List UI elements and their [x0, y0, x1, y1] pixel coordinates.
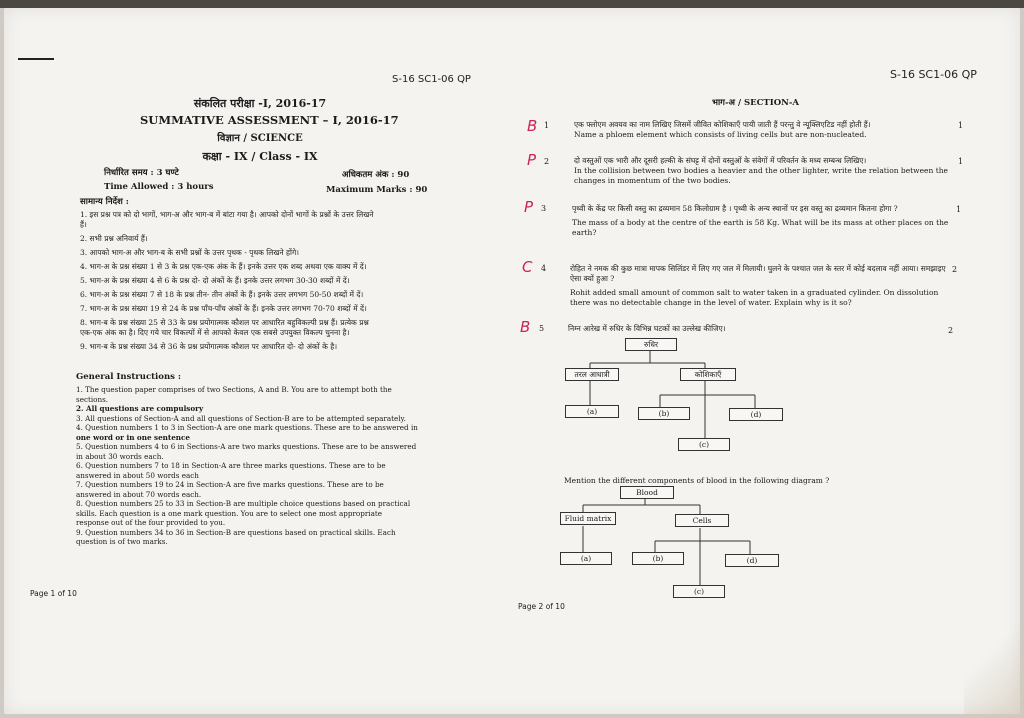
question-3	[572, 204, 950, 238]
hindi-instruction-line: 3. आपको भाग-अ और भाग-ब के सभी प्रश्नों के उत्तर पृथक - पृथक लिखने होंगे।	[80, 248, 300, 257]
paper-stain	[964, 608, 1024, 718]
general-instructions-hindi-heading: सामान्य निर्देश :	[80, 197, 129, 207]
tree-blank-b: (b)	[638, 407, 690, 420]
question-text-english: In the collision between two bodies a heavier and the other lighter, write the relation between the changes in momentum of the two bodies.	[574, 166, 948, 185]
english-instruction-line: question is of two marks.	[76, 537, 168, 546]
question-text-english: The mass of a body at the centre of the earth is 58 Kg. What will be its mass at other places on the earth?	[572, 218, 949, 237]
general-instructions-heading: General Instructions :	[76, 372, 182, 382]
english-instruction-line: skills. Each question is a one mark question. You are to select one most appropriate	[76, 508, 382, 518]
tree-root-hindi: रुधिर	[625, 338, 677, 351]
tree-blank-a: (a)	[565, 405, 619, 418]
question-marks: 2	[948, 326, 954, 335]
question-marks: 1	[958, 121, 964, 130]
english-instruction-line: 5. Question numbers 4 to 6 in Sections-A are two marks questions. These are to be answered	[76, 442, 417, 451]
english-instruction-line: 9. Question numbers 34 to 36 in Section-B are questions based on practical skills. Each	[76, 527, 396, 537]
title-english: SUMMATIVE ASSESSMENT – I, 2016-17	[140, 113, 399, 127]
hindi-instruction-line: हैं।	[80, 220, 87, 229]
tree-right-hindi: कोशिकाएँ	[680, 368, 736, 381]
question-2	[574, 156, 954, 186]
right-page-code: S-16 SC1-06 QP	[890, 68, 977, 81]
english-instruction-line: 6. Question numbers 7 to 18 in Section-A are three marks questions. These are to be	[76, 461, 386, 470]
subject: विज्ञान / SCIENCE	[217, 133, 303, 144]
hindi-instruction-line: 6. भाग-अ के प्रश्न संख्या 7 से 18 के प्रश्न तीन- तीन अंकों के हैं। इनके उत्तर लगभग 50-50 शब्दों में दें।	[80, 290, 364, 299]
class-label: कक्षा - IX / Class - IX	[202, 150, 318, 163]
question-text-hindi: दो वस्तुओं एक भारी और दूसरी हल्की के संघट्ट में दोनों वस्तुओं के संवेगों में परिवर्तन के मध्य सम्बन्ध लिखिए।	[574, 156, 867, 165]
time-allowed-english: Time Allowed : 3 hours	[104, 182, 214, 192]
question-text-english: Name a phloem element which consists of living cells but are non-nucleated.	[574, 130, 867, 139]
question-marks: 1	[958, 157, 964, 166]
english-instruction-line: response out of the four provided to you.	[76, 518, 226, 527]
time-allowed-hindi: निर्धारित समय : 3 घण्टे	[104, 168, 179, 178]
right-page-footer: Page 2 of 10	[518, 602, 565, 611]
english-instruction-line: 1. The question paper comprises of two Sections, A and B. You are to attempt both the	[76, 385, 392, 394]
question-number: 1	[544, 121, 550, 130]
question-1	[574, 120, 944, 140]
tree-blank-d: (d)	[725, 554, 779, 567]
tree-blank-c: (c)	[678, 438, 730, 451]
tree-left-hindi: तरल आधात्री	[565, 368, 619, 381]
english-instruction-line: 7. Question numbers 19 to 24 in Section-A are five marks questions. These are to be	[76, 480, 384, 489]
english-instruction-line: 3. All questions of Section-A and all questions of Section-B are to be attempted separately.	[76, 413, 406, 423]
section-heading: भाग-अ / SECTION-A	[712, 98, 799, 108]
handwritten-mark: B	[520, 318, 531, 336]
question-text-hindi: रोहित ने नमक की कुछ मात्रा मापक सिलिंडर में लिए गए जल में मिलायी। घुलने के पश्चात जल के स्तर में कोई बदलाव नहीं आया। समझाइए ऐसा क्यों हुआ ?	[570, 264, 946, 283]
question-number: 2	[544, 157, 550, 166]
max-marks-hindi: अधिकतम अंक : 90	[342, 170, 410, 180]
tree-left-english: Fluid matrix	[560, 512, 616, 525]
tree-blank-c: (c)	[673, 585, 725, 598]
question-text-hindi: पृथ्वी के केंद्र पर किसी वस्तु का द्रव्यमान 58 किलोग्राम है । पृथ्वी के अन्य स्थानों पर इस वस्तु का द्रव्यमान कितना होगा ?	[572, 204, 898, 213]
hindi-instruction-line: 1. इस प्रश्न पत्र को दो भागों, भाग-अ और भाग-ब में बांटा गया है। आपको दोनों भागों के प्रश्नों के उत्तर लिखने	[80, 210, 374, 219]
english-instruction-line: answered in about 50 words each	[76, 470, 199, 480]
hindi-instruction-line: 2. सभी प्रश्न अनिवार्य हैं।	[80, 234, 148, 243]
hindi-instruction-line: 9. भाग-ब के प्रश्न संख्या 34 से 36 के प्रश्न प्रयोगात्मक कौशल पर आधारित दो- दो अंकों के है।	[80, 342, 338, 351]
english-instruction-line: 2. All questions are compulsory	[76, 404, 204, 413]
handwritten-mark: P	[527, 151, 537, 169]
title-hindi: संकलित परीक्षा -I, 2016-17	[193, 97, 327, 110]
english-instruction-line: 8. Question numbers 25 to 33 in Section-B are multiple choice questions based on practical	[76, 499, 411, 508]
english-instruction-line: one word or in one sentence	[76, 432, 190, 442]
english-instruction-line: answered in about 70 words each.	[76, 489, 202, 499]
tree-root-english: Blood	[620, 486, 674, 499]
question-number: 5	[539, 324, 545, 333]
handwritten-mark: B	[527, 117, 538, 135]
question-number: 4	[541, 264, 547, 273]
hindi-instruction-line: 8. भाग-ब के प्रश्न संख्या 25 से 33 के प्रश्न प्रयोगात्मक कौशल पर आधारित बहुविकल्पी प्रश्न हैं। प्रत्येक प्रश्न	[80, 318, 369, 327]
hindi-instruction-line: एक-एक अंक का है। दिए गये चार विकल्पों में से आपको केवल एक सबसे उपयुक्त विकल्प चुनना है।	[80, 328, 350, 337]
english-instruction-line: 4. Question numbers 1 to 3 in Section-A are one mark questions. These are to be answered in	[76, 423, 418, 432]
hindi-instructions	[80, 210, 445, 352]
english-instruction-line: in about 30 words each.	[76, 451, 164, 461]
hindi-instruction-line: 7. भाग-अ के प्रश्न संख्या 19 से 24 के प्रश्न पाँच-पाँच अंकों के हैं। इनके उत्तर लगभग 70-70 शब्दों में दें।	[80, 304, 367, 313]
question-5-english-text: Mention the different components of blood in the following diagram ?	[564, 476, 830, 485]
question-4	[570, 264, 948, 308]
question-text-english: Rohit added small amount of common salt to water taken in a graduated cylinder. On dissolution there was no detectable change in the level of water. Explain why is it so?	[570, 288, 939, 307]
tree-blank-b: (b)	[632, 552, 684, 565]
question-number: 3	[541, 204, 547, 213]
top-background-edge	[0, 0, 1024, 8]
pen-mark	[18, 58, 54, 60]
question-marks: 2	[952, 265, 958, 274]
hindi-instruction-line: 5. भाग-अ के प्रश्न संख्या 4 से 6 के प्रश्न दो- दो अंकों के हैं। इनके उत्तर लगभग 30-30 शब्दों में दें।	[80, 276, 350, 285]
question-marks: 1	[956, 205, 962, 214]
handwritten-mark: P	[524, 198, 534, 216]
left-page-code: S-16 SC1-06 QP	[392, 74, 471, 85]
tree-blank-d: (d)	[729, 408, 783, 421]
tree-right-english: Cells	[675, 514, 729, 527]
left-page-footer: Page 1 of 10	[30, 589, 77, 598]
english-instruction-line: sections.	[76, 394, 109, 404]
question-5-hindi-text: निम्न आरेख में रुधिर के विभिन्न घटकों का उल्लेख कीजिए।	[568, 324, 726, 333]
handwritten-mark: C	[522, 258, 533, 276]
hindi-instruction-line: 4. भाग-अ के प्रश्न संख्या 1 से 3 के प्रश्न एक-एक अंक के हैं। इनके उत्तर एक शब्द अथवा एक वाक्य में दें।	[80, 262, 367, 271]
max-marks-english: Maximum Marks : 90	[326, 185, 428, 195]
question-text-hindi: एक फ्लोएम अवयव का नाम लिखिए जिसमें जीवित कोशिकाएँ पायी जाती हैं परन्तु वे न्यूक्लिएटिड नहीं होती हैं।	[574, 120, 871, 129]
tree-blank-a: (a)	[560, 552, 612, 565]
english-instructions	[76, 385, 441, 547]
